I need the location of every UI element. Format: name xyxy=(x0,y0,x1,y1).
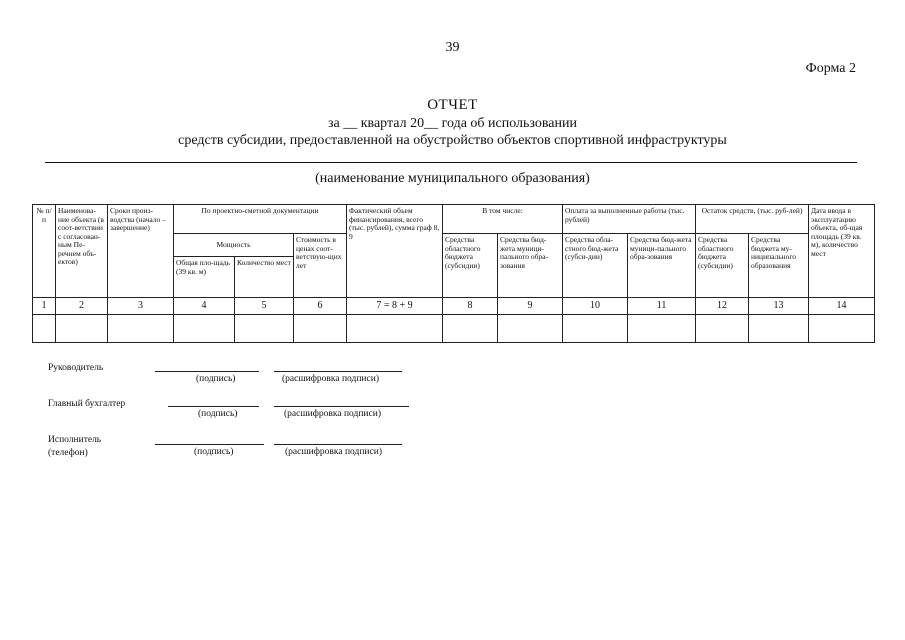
chief-accountant-decoding-caption: (расшифровка подписи) xyxy=(284,409,381,419)
column-number: 10 xyxy=(563,298,628,315)
header-regional-funds-including: Средства областного бюджета (субсидии) xyxy=(443,234,498,298)
header-object-name: Наименова-ние объекта (в соот-ветствии с согласован-ным Пе-речнем объ-ектов) xyxy=(56,205,108,298)
header-including: В том числе: xyxy=(443,205,563,234)
header-terms: Сроки произ-водства (начало – завершение) xyxy=(108,205,174,298)
empty-data-row xyxy=(33,315,875,343)
empty-cell[interactable] xyxy=(174,315,235,343)
head-signature-line[interactable] xyxy=(155,371,259,372)
empty-cell[interactable] xyxy=(809,315,875,343)
column-number: 8 xyxy=(443,298,498,315)
empty-cell[interactable] xyxy=(443,315,498,343)
column-number: 6 xyxy=(294,298,347,315)
column-number: 9 xyxy=(498,298,563,315)
chief-accountant-decoding-line[interactable] xyxy=(274,406,409,407)
municipality-caption: (наименование муниципального образования) xyxy=(315,171,590,186)
municipality-line xyxy=(45,162,857,163)
header-municipal-funds-balance: Средства бюджета му-ниципального образования xyxy=(749,234,809,298)
column-number: 1 xyxy=(33,298,56,315)
header-design-doc: По проектно-сметной документации xyxy=(174,205,347,234)
header-area: Общая пло-щадь (39 кв. м) xyxy=(174,257,235,298)
column-number: 13 xyxy=(749,298,809,315)
header-commission-date: Дата ввода в эксплуатацию объекта, об-щая площадь (39 кв. м), количество мест xyxy=(809,205,875,298)
empty-cell[interactable] xyxy=(294,315,347,343)
page-number: 39 xyxy=(445,40,460,55)
header-paid-work: Оплата за выполненные работы (тыс. рублей) xyxy=(563,205,696,234)
header-capacity: Мощность xyxy=(174,234,294,257)
header-balance: Остаток средств, (тыс. руб-лей) xyxy=(696,205,809,234)
empty-cell[interactable] xyxy=(108,315,174,343)
header-row-1 xyxy=(33,205,875,234)
empty-cell[interactable] xyxy=(33,315,56,343)
column-number: 7 = 8 + 9 xyxy=(347,298,443,315)
head-label: Руководитель xyxy=(48,363,104,373)
executor-decoding-line[interactable] xyxy=(274,444,402,445)
empty-cell[interactable] xyxy=(56,315,108,343)
report-subtitle-period: за __ квартал 20__ года об использовании xyxy=(327,116,577,131)
empty-cell[interactable] xyxy=(235,315,294,343)
empty-cell[interactable] xyxy=(347,315,443,343)
head-decoding-caption: (расшифровка подписи) xyxy=(282,374,379,384)
executor-decoding-caption: (расшифровка подписи) xyxy=(285,447,382,457)
column-number: 5 xyxy=(235,298,294,315)
executor-signature-line[interactable] xyxy=(155,444,264,445)
chief-accountant-signature-line[interactable] xyxy=(168,406,259,407)
executor-signature-caption: (подпись) xyxy=(194,447,234,457)
column-number: 14 xyxy=(809,298,875,315)
column-number: 11 xyxy=(628,298,696,315)
empty-cell[interactable] xyxy=(563,315,628,343)
empty-cell[interactable] xyxy=(749,315,809,343)
header-regional-funds-balance: Средства областного бюджета (субсидии) xyxy=(696,234,749,298)
chief-accountant-signature-caption: (подпись) xyxy=(198,409,238,419)
header-municipal-funds-paid: Средства бюд-жета муници-пального обра-зования xyxy=(628,234,696,298)
report-subtitle-purpose: средств субсидии, предоставленной на обустройство объектов спортивной инфраструктуры xyxy=(178,133,727,148)
chief-accountant-label: Главный бухгалтер xyxy=(48,399,126,409)
column-number: 3 xyxy=(108,298,174,315)
head-signature-caption: (подпись) xyxy=(196,374,236,384)
column-number: 4 xyxy=(174,298,235,315)
form-label: Форма 2 xyxy=(805,61,856,76)
header-cost: Стоимость в ценах соот-ветствую-щих лет xyxy=(294,234,347,298)
header-seats: Количество мест xyxy=(235,257,294,298)
column-number: 2 xyxy=(56,298,108,315)
empty-cell[interactable] xyxy=(696,315,749,343)
column-numbers-row xyxy=(33,298,875,315)
header-num: № п/п xyxy=(33,205,56,298)
header-municipal-funds-including: Средства бюд-жета муници-пального обра-зования xyxy=(498,234,563,298)
column-number: 12 xyxy=(696,298,749,315)
report-title: ОТЧЕТ xyxy=(427,97,478,113)
empty-cell[interactable] xyxy=(628,315,696,343)
header-actual-funding: Фактический объем финансирования, всего (тыс. рублей), сумма граф 8, 9 xyxy=(347,205,443,298)
executor-label: Исполнитель xyxy=(48,435,102,445)
phone-label: (телефон) xyxy=(48,448,88,458)
header-regional-funds-paid: Средства обла-стного бюд-жета (субси-дии) xyxy=(563,234,628,298)
head-decoding-line[interactable] xyxy=(274,371,402,372)
empty-cell[interactable] xyxy=(498,315,563,343)
report-table xyxy=(32,204,875,343)
